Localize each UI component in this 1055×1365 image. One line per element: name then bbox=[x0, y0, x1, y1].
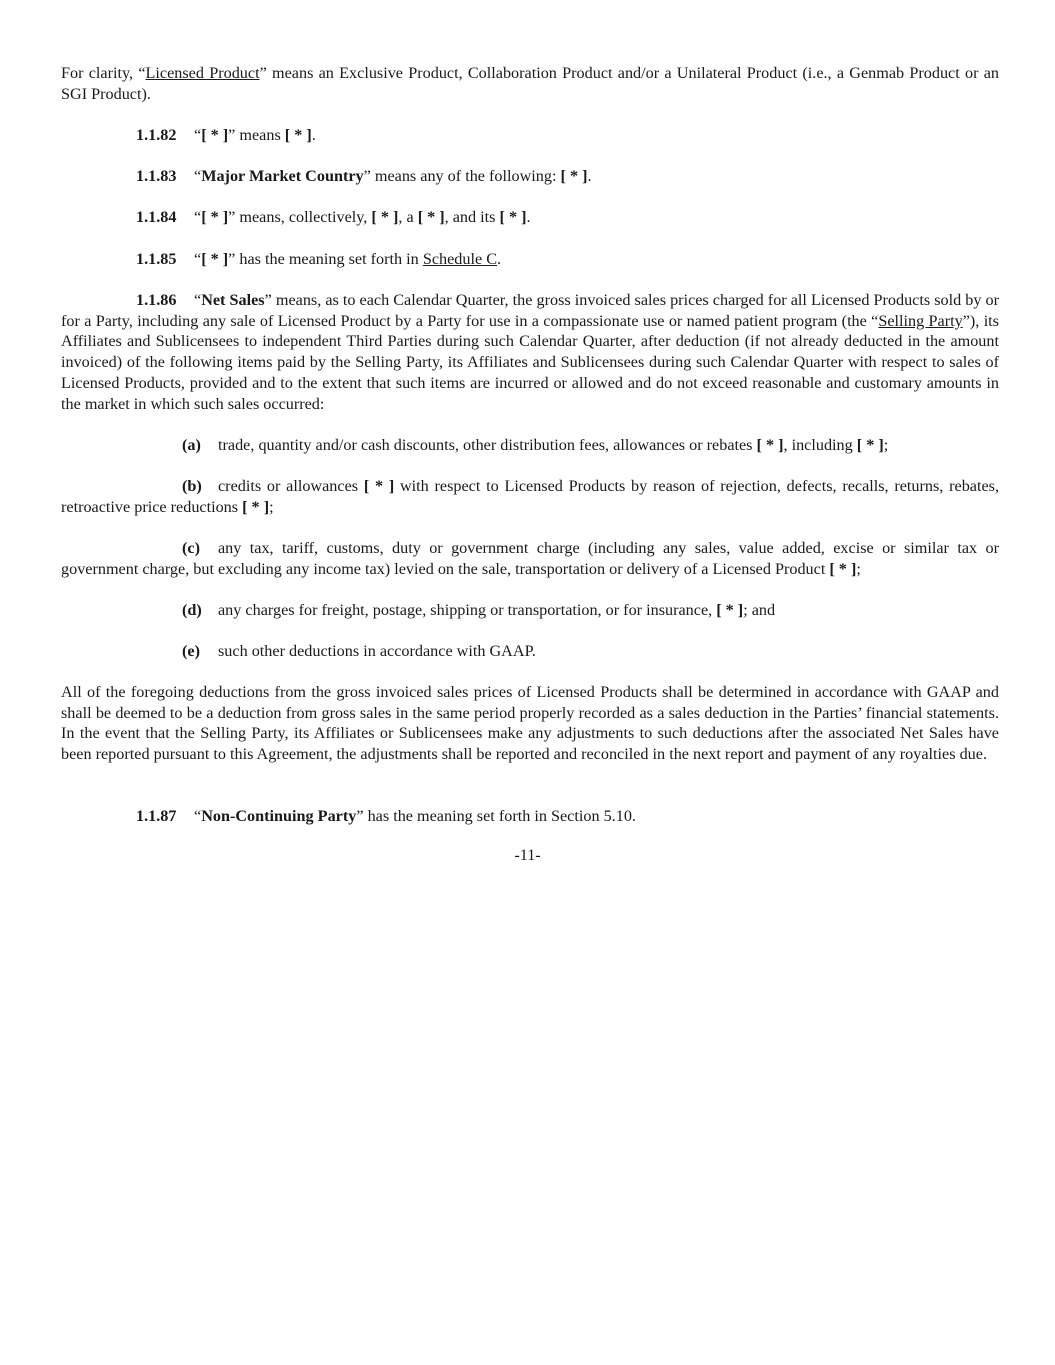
text: ” has the meaning set forth in bbox=[228, 250, 423, 268]
deduction-item-a bbox=[61, 435, 999, 456]
text: “ bbox=[194, 126, 202, 144]
clarity-paragraph bbox=[61, 63, 999, 104]
page-number: -11- bbox=[514, 846, 541, 864]
defined-term: Net Sales bbox=[201, 291, 265, 309]
text: ; bbox=[883, 436, 889, 454]
redaction: [ * ] bbox=[201, 250, 229, 268]
section-number: 1.1.85 bbox=[136, 250, 177, 268]
section-1-1-87 bbox=[61, 806, 999, 827]
item-label: (d) bbox=[182, 601, 202, 619]
text: “ bbox=[194, 208, 202, 226]
section-1-1-85 bbox=[61, 249, 999, 270]
redaction: [ * ] bbox=[716, 601, 744, 619]
deduction-item-d bbox=[61, 600, 999, 621]
redaction: [ * ] bbox=[756, 436, 784, 454]
text: “ bbox=[194, 167, 202, 185]
text: , including bbox=[783, 436, 857, 454]
text: . bbox=[526, 208, 531, 226]
text: . bbox=[311, 126, 316, 144]
text: with respect to Licensed Products by reason of rejection, defects, recalls, returns, rebates, retroactive price reductions bbox=[61, 477, 999, 516]
item-label: (e) bbox=[182, 642, 200, 660]
text: trade, quantity and/or cash discounts, other distribution fees, allowances or rebates bbox=[218, 436, 757, 454]
item-label: (c) bbox=[182, 539, 200, 557]
redaction: [ * ] bbox=[201, 208, 229, 226]
redaction: [ * ] bbox=[242, 497, 270, 516]
deduction-item-c bbox=[61, 538, 999, 579]
section-number: 1.1.82 bbox=[136, 126, 177, 144]
text: ”), its Affiliates and Sublicensees to independent Third Parties during such Calendar Quarter, after deduction (if not already deducted in the amount invoiced) of the following items paid by the Selling Party, its Affiliates and Sublicensees during such Calendar Quarter with respect to sales of Licensed Products, provided and to the extent that such items are incurred or allowed and do not exceed reasonable and customary amounts in the market in which such sales occurred: bbox=[61, 311, 999, 413]
text: ” means bbox=[228, 126, 285, 144]
text: ” means, collectively, bbox=[228, 208, 372, 226]
text: , and its bbox=[444, 208, 500, 226]
section-number: 1.1.83 bbox=[136, 167, 177, 185]
section-1-1-84 bbox=[61, 207, 999, 228]
section-number: 1.1.86 bbox=[136, 291, 177, 309]
text: ” means any of the following: bbox=[363, 167, 561, 185]
text: ; bbox=[856, 559, 861, 578]
text: credits or allowances bbox=[218, 477, 364, 495]
deduction-item-e bbox=[61, 641, 999, 662]
term-licensed-product: Licensed Product bbox=[145, 64, 260, 82]
redaction: [ * ] bbox=[560, 167, 588, 185]
text: such other deductions in accordance with GAAP. bbox=[218, 642, 536, 660]
term-selling-party: Selling Party bbox=[878, 311, 963, 330]
redaction: [ * ] bbox=[856, 436, 884, 454]
section-1-1-86 bbox=[61, 290, 999, 414]
redaction: [ * ] bbox=[499, 208, 527, 226]
text: . bbox=[587, 167, 592, 185]
redaction: [ * ] bbox=[201, 126, 229, 144]
text: any charges for freight, postage, shipping or transportation, or for insurance, bbox=[218, 601, 717, 619]
section-1-1-83 bbox=[61, 166, 999, 187]
defined-term: Major Market Country bbox=[201, 167, 364, 185]
text: . bbox=[497, 250, 502, 268]
section-1-1-82 bbox=[61, 125, 999, 146]
text: ” means, as to each Calendar Quarter, the gross invoiced sales prices charged for all Licensed Products sold by or for a Party, including any sale of Licensed Product by a Party for use in a compassionate use or named patient program (the “ bbox=[61, 291, 1000, 330]
text: ” has the meaning set forth in Section 5.10. bbox=[356, 807, 636, 825]
foregoing-deductions-paragraph: All of the foregoing deductions from the gross invoiced sales prices of Licensed Products shall be determined in accordance with GAAP and shall be deemed to be a deduction from gross sales in the same period properly recorded as a sales deduction in the Parties’ financial statements. In the event that the Selling Party, its Affiliates or Sublicensees make any adjustments to such deductions after the associated Net Sales have been reported pursuant to this Agreement, the adjustments shall be reported and reconciled in the next report and payment of any royalties due. bbox=[61, 683, 999, 764]
text: ” means an Exclusive Product, Collaboration Product and/or a Unilateral Product (i.e., a Genmab Product or an SGI Product). bbox=[61, 64, 1000, 103]
section-number: 1.1.87 bbox=[136, 807, 177, 825]
text: ; bbox=[269, 497, 274, 516]
redaction: [ * ] bbox=[284, 126, 312, 144]
text: “ bbox=[194, 291, 202, 309]
section-number: 1.1.84 bbox=[136, 208, 177, 226]
text: For clarity, “ bbox=[61, 64, 146, 82]
text: any tax, tariff, customs, duty or government charge (including any sales, value added, excise or similar tax or government charge, but excluding any income tax) levied on the sale, transportation or delivery of a Licensed Product bbox=[61, 539, 999, 578]
item-label: (a) bbox=[182, 436, 201, 454]
schedule-c-reference: Schedule C bbox=[422, 250, 497, 268]
text: ; and bbox=[743, 601, 776, 619]
redaction: [ * ] bbox=[417, 208, 445, 226]
defined-term: Non-Continuing Party bbox=[201, 807, 357, 825]
text: “ bbox=[194, 807, 202, 825]
text: “ bbox=[194, 250, 202, 268]
item-label: (b) bbox=[182, 477, 202, 495]
redaction: [ * ] bbox=[371, 208, 399, 226]
text: , a bbox=[398, 208, 418, 226]
deduction-item-b bbox=[61, 476, 999, 517]
redaction: [ * ] bbox=[829, 559, 857, 578]
redaction: [ * ] bbox=[363, 477, 395, 495]
